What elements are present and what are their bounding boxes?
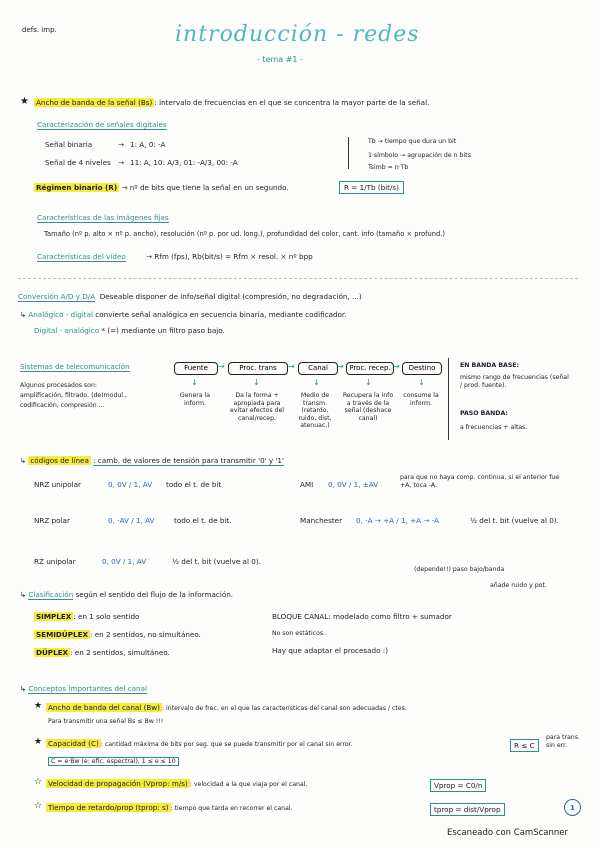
capacidad-formula: C = e·Bw (e: efic. espectral), 1 ≤ e ≤ 10 xyxy=(48,757,179,766)
no-estaticos: No son estáticos. xyxy=(272,630,326,637)
desc-canal: Medio de transm. (retardo, ruido, dist, atenuac.) xyxy=(298,392,332,429)
simbolo-note: 1 símbolo → agrupación de n bits xyxy=(368,152,471,159)
manchester-values: 0, -A → +A / 1, +A → -A xyxy=(356,516,440,525)
clasif-def: según el sentido del flujo de la información. xyxy=(75,590,234,599)
vprop-label: Velocidad de propagación (Vprop: m/s) xyxy=(48,779,188,788)
star-outline-icon: ☆ xyxy=(34,801,43,811)
arrow-icon: → xyxy=(288,362,295,371)
block-proc-trans: Proc. trans xyxy=(228,362,288,375)
page-number: 1 xyxy=(564,799,581,816)
tsimb-note: Tsimb = n·Tb xyxy=(368,164,409,171)
niveles-label: Señal de 4 niveles xyxy=(45,158,111,167)
nrz-polar-values: 0, -AV / 1, AV xyxy=(108,516,155,525)
vprop-formula: Vprop = C0/n xyxy=(430,779,486,792)
conv-label: Conversión A/D y D/A xyxy=(18,292,96,301)
arrow-icon: ↳ xyxy=(20,456,29,465)
semiduplex-def: : en 2 sentidos, no simultáneo. xyxy=(90,630,201,639)
ami-note: para que no haya comp. continua, si el anterior fue +A, toca -A. xyxy=(400,474,560,489)
simplex-def: : en 1 solo sentido xyxy=(73,612,140,621)
brace xyxy=(348,137,349,169)
bandwidth-label: Ancho de banda de la señal (Bs) xyxy=(36,98,153,107)
ad-def: convierte señal analógica en secuencia binaria, mediante codificador. xyxy=(95,310,347,319)
tprop-formula: tprop = dist/Vprop xyxy=(430,803,505,816)
procesados-label: Algunos procesados son: xyxy=(20,382,97,389)
duplex-label: DÚPLEX xyxy=(36,648,69,657)
regimen-formula-box: R = 1/Tb (bit/s) xyxy=(339,181,404,194)
desc-fuente: Genera la inform. xyxy=(179,392,211,407)
imagen-def: Tamaño (nº p. alto × nº p. ancho), resolución (nº p. por ud. long.), profundidad del color, cant. info (tamaño × profund.) xyxy=(44,230,445,238)
niveles-values: 11: A, 10: A/3, 01: -A/3, 00: -A xyxy=(130,158,238,167)
codigos-def: : camb. de valores de tensión para transmitir '0' y '1' xyxy=(93,456,284,465)
star-icon: ★ xyxy=(34,701,43,711)
down-arrow-icon: ↓ xyxy=(191,378,198,387)
nrz-polar-label: NRZ polar xyxy=(34,516,70,525)
arrow-icon: ↳ xyxy=(20,310,29,319)
rc-side-note: para trans. sin err. xyxy=(546,734,580,749)
duplex-def: : en 2 sentidos, simultáneo. xyxy=(70,648,170,657)
desc-proc-trans: Da la forma + apropiada para evitar efectos del canal/recep. xyxy=(230,392,284,422)
arrow-icon: → xyxy=(118,140,125,149)
rz-unipolar-note: ½ del t. bit (vuelve al 0). xyxy=(172,557,261,566)
simplex-label: SIMPLEX xyxy=(36,612,72,621)
block-fuente: Fuente xyxy=(174,362,218,375)
scanner-watermark: Escaneado con CamScanner xyxy=(447,828,568,838)
bw-note: Para transmitir una señal Bs ≤ Bw !!! xyxy=(48,718,164,725)
nrz-unipolar-label: NRZ unipolar xyxy=(34,480,82,489)
manchester-label: Manchester xyxy=(300,516,343,525)
down-arrow-icon: ↓ xyxy=(253,378,260,387)
arrow-icon: ↳ xyxy=(20,590,29,599)
nrz-unipolar-note: todo el t. de bit xyxy=(166,480,222,489)
page-subtitle: - tema #1 - xyxy=(257,55,303,64)
procesados-list-1: amplificación, filtrado, (de)modul., xyxy=(20,392,127,399)
codigos-label: códigos de línea xyxy=(30,456,89,465)
brace xyxy=(448,358,449,440)
banda-base-def: mismo rango de frecuencias (señal / prod. fuente). xyxy=(460,374,569,389)
semiduplex-label: SEMIDÚPLEX xyxy=(36,630,89,639)
bw-label: Ancho de banda del canal (Bw) xyxy=(48,703,160,712)
carac-title: Caracterización de señales digitales xyxy=(37,120,167,129)
bloque-canal: BLOQUE CANAL: modelado como filtro + sumador xyxy=(272,612,452,621)
capacidad-label: Capacidad (C) xyxy=(48,739,99,748)
divider xyxy=(18,278,578,279)
ad-label: Analógico - digital xyxy=(28,310,93,319)
arrow-icon: ↳ xyxy=(20,684,29,693)
arrow-icon: → xyxy=(393,362,400,371)
nrz-polar-note: todo el t. de bit. xyxy=(174,516,232,525)
video-title: Características del vídeo xyxy=(37,252,126,261)
adaptar-note: Hay que adaptar el procesado :) xyxy=(272,646,389,655)
page-title: introducción - redes xyxy=(175,22,420,47)
tprop-def: : tiempo que tarda en recorrer el canal. xyxy=(170,805,293,812)
tb-note: Tb → tiempo que dura un bit xyxy=(368,138,457,145)
paso-banda-def: a frecuencias + altas. xyxy=(460,424,528,431)
procesados-list-2: codificación, compresión ... xyxy=(20,402,105,409)
block-canal: Canal xyxy=(298,362,338,375)
bandwidth-def: : intervalo de frecuencias en el que se concentra la mayor parte de la señal. xyxy=(154,98,430,107)
regimen-def: → nº de bits que tiene la señal en un segundo. xyxy=(121,183,289,192)
video-def: → Rfm (fps), Rb(bit/s) = Rfm × resol. × nº bpp xyxy=(146,252,313,261)
da-def: * (=) mediante un filtro paso bajo. xyxy=(101,326,225,335)
ami-label: AMI xyxy=(300,480,314,489)
down-arrow-icon: ↓ xyxy=(365,378,372,387)
bw-def: : intervalo de frec. en el que las características del canal son adecuadas / ctes. xyxy=(162,705,407,712)
arrow-icon: → xyxy=(337,362,344,371)
block-proc-recep: Proc. recep. xyxy=(346,362,394,375)
da-label: Digital - analógico xyxy=(34,326,100,335)
ami-values: 0, 0V / 1, ±AV xyxy=(328,480,379,489)
anade-note: añade ruido y pot. xyxy=(490,582,547,589)
star-icon: ★ xyxy=(20,96,29,107)
regimen-label: Régimen binario (R) xyxy=(36,183,118,192)
rc-box: R ≤ C xyxy=(510,739,539,752)
arrow-icon: → xyxy=(218,362,225,371)
paso-banda-title: PASO BANDA: xyxy=(460,410,508,417)
desc-destino: consume la inform. xyxy=(403,392,439,407)
down-arrow-icon: ↓ xyxy=(418,378,425,387)
star-icon: ★ xyxy=(34,737,43,747)
conceptos-title: Conceptos importantes del canal xyxy=(28,684,148,693)
nrz-unipolar-values: 0, 0V / 1, AV xyxy=(108,480,153,489)
binaria-values: 1: A, 0: -A xyxy=(130,140,166,149)
rz-unipolar-values: 0, 0V / 1, AV xyxy=(102,557,147,566)
arrow-icon: → xyxy=(118,158,125,167)
manchester-note: ½ del t. bit (vuelve al 0). xyxy=(470,516,559,525)
imagen-title: Características de las imágenes fijas xyxy=(37,213,169,222)
depende-note: (depende!!) paso bajo/banda xyxy=(414,566,505,573)
down-arrow-icon: ↓ xyxy=(313,378,320,387)
clasif-label: Clasificación xyxy=(28,590,74,599)
binaria-label: Señal binaria xyxy=(45,140,93,149)
desc-proc-recep: Recupera la info a través de la señal (deshace canal) xyxy=(342,392,394,422)
tprop-label: Tiempo de retardo/prop (tprop: s) xyxy=(48,803,169,812)
vprop-def: : velocidad a la que viaja por el canal. xyxy=(189,781,308,788)
sist-title: Sistemas de telecomunicación xyxy=(20,362,130,371)
banda-base-title: EN BANDA BASE: xyxy=(460,362,519,369)
block-destino: Destino xyxy=(402,362,442,375)
corner-label: defs. imp. xyxy=(22,26,57,34)
capacidad-def: : cantidad máxima de bits por seg. que se puede transmitir por el canal sin error. xyxy=(100,741,353,748)
conv-def: Deseable disponer de info/señal digital (compresión, no degradación, ...) xyxy=(99,292,362,301)
rz-unipolar-label: RZ unipolar xyxy=(34,557,76,566)
star-outline-icon: ☆ xyxy=(34,777,43,787)
